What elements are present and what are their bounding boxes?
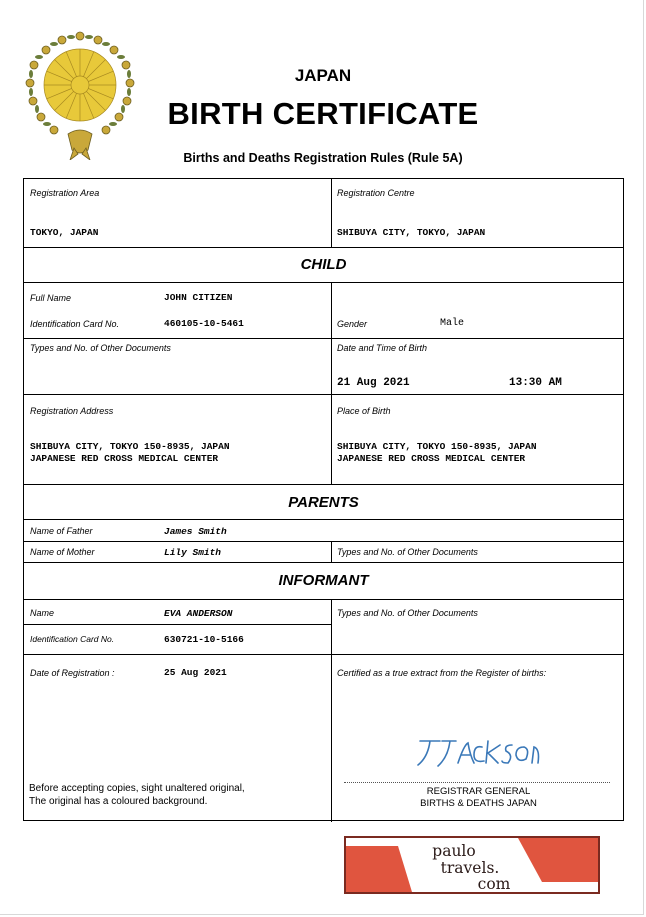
address-label: Registration Address [30,406,114,416]
address-line2: JAPANESE RED CROSS MEDICAL CENTER [30,453,219,464]
child-other-docs-label: Types and No. of Other Documents [30,343,171,353]
gender-value: Male [440,318,465,329]
informant-id-value: 630721-10-5166 [164,634,244,645]
informant-name-value: EVA ANDERSON [164,608,233,619]
informant-other-docs-label: Types and No. of Other Documents [337,608,478,618]
signature-line [344,782,610,783]
informant-id-label: Identification Card No. [30,634,115,644]
registration-centre-value: SHIBUYA CITY, TOKYO, JAPAN [337,227,486,238]
place-of-birth-line1: SHIBUYA CITY, TOKYO 150-8935, JAPAN [337,441,537,452]
column-divider [331,179,332,247]
certificate-table [23,178,624,821]
child-id-value: 460105-10-5461 [164,318,244,329]
registrar-line1: REGISTRAR GENERAL [426,786,531,797]
logo-line2: travels. [440,859,500,877]
country-heading: JAPAN [294,66,352,85]
row-divider [24,394,623,395]
row-divider [24,562,623,563]
gender-label: Gender [337,319,368,329]
note-line1: Before accepting copies, sight unaltered original, [29,783,245,794]
watermark-logo [344,836,600,894]
child-heading: CHILD [300,256,347,273]
row-divider [24,247,623,248]
row-divider [24,338,623,339]
registration-area-label: Registration Area [30,188,100,198]
row-divider [24,541,623,542]
row-divider [24,484,623,485]
dob-date-value: 21 Aug 2021 [337,377,410,389]
informant-heading: INFORMANT [278,572,369,589]
certified-label: Certified as a true extract from the Register of births: [337,668,547,678]
father-value: James Smith [164,526,227,537]
document-title: BIRTH CERTIFICATE [167,96,479,131]
row-divider [24,624,331,625]
parents-heading: PARENTS [288,494,359,511]
parents-other-docs-label: Types and No. of Other Documents [337,547,478,557]
father-label: Name of Father [30,526,93,536]
full-name-label: Full Name [30,293,72,303]
logo-line3: com [477,875,511,893]
column-divider [331,282,332,484]
registration-centre-label: Registration Centre [337,188,415,198]
dob-label: Date and Time of Birth [337,343,427,353]
mother-value: Lily Smith [164,547,222,558]
full-name-value: JOHN CITIZEN [164,292,233,303]
address-line1: SHIBUYA CITY, TOKYO 150-8935, JAPAN [30,441,230,452]
column-divider [331,541,332,562]
registration-area-value: TOKYO, JAPAN [30,227,99,238]
imperial-seal-icon [22,30,138,160]
rules-subtitle: Births and Deaths Registration Rules (Rule 5A) [183,151,463,165]
place-of-birth-line2: JAPANESE RED CROSS MEDICAL CENTER [337,453,526,464]
registration-date-value: 25 Aug 2021 [164,667,227,678]
informant-name-label: Name [30,608,55,618]
registrar-line2: BIRTHS & DEATHS JAPAN [420,798,537,809]
row-divider [24,519,623,520]
mother-label: Name of Mother [30,547,95,557]
row-divider [24,654,623,655]
registration-date-label: Date of Registration : [30,668,115,678]
row-divider [24,282,623,283]
note-line2: The original has a coloured background. [29,796,208,807]
place-of-birth-label: Place of Birth [337,406,391,416]
logo-line1: paulo [432,842,476,860]
dob-time-value: 13:30 AM [509,377,562,389]
child-id-label: Identification Card No. [30,319,120,329]
row-divider [24,599,623,600]
registrar-signature [412,733,542,771]
